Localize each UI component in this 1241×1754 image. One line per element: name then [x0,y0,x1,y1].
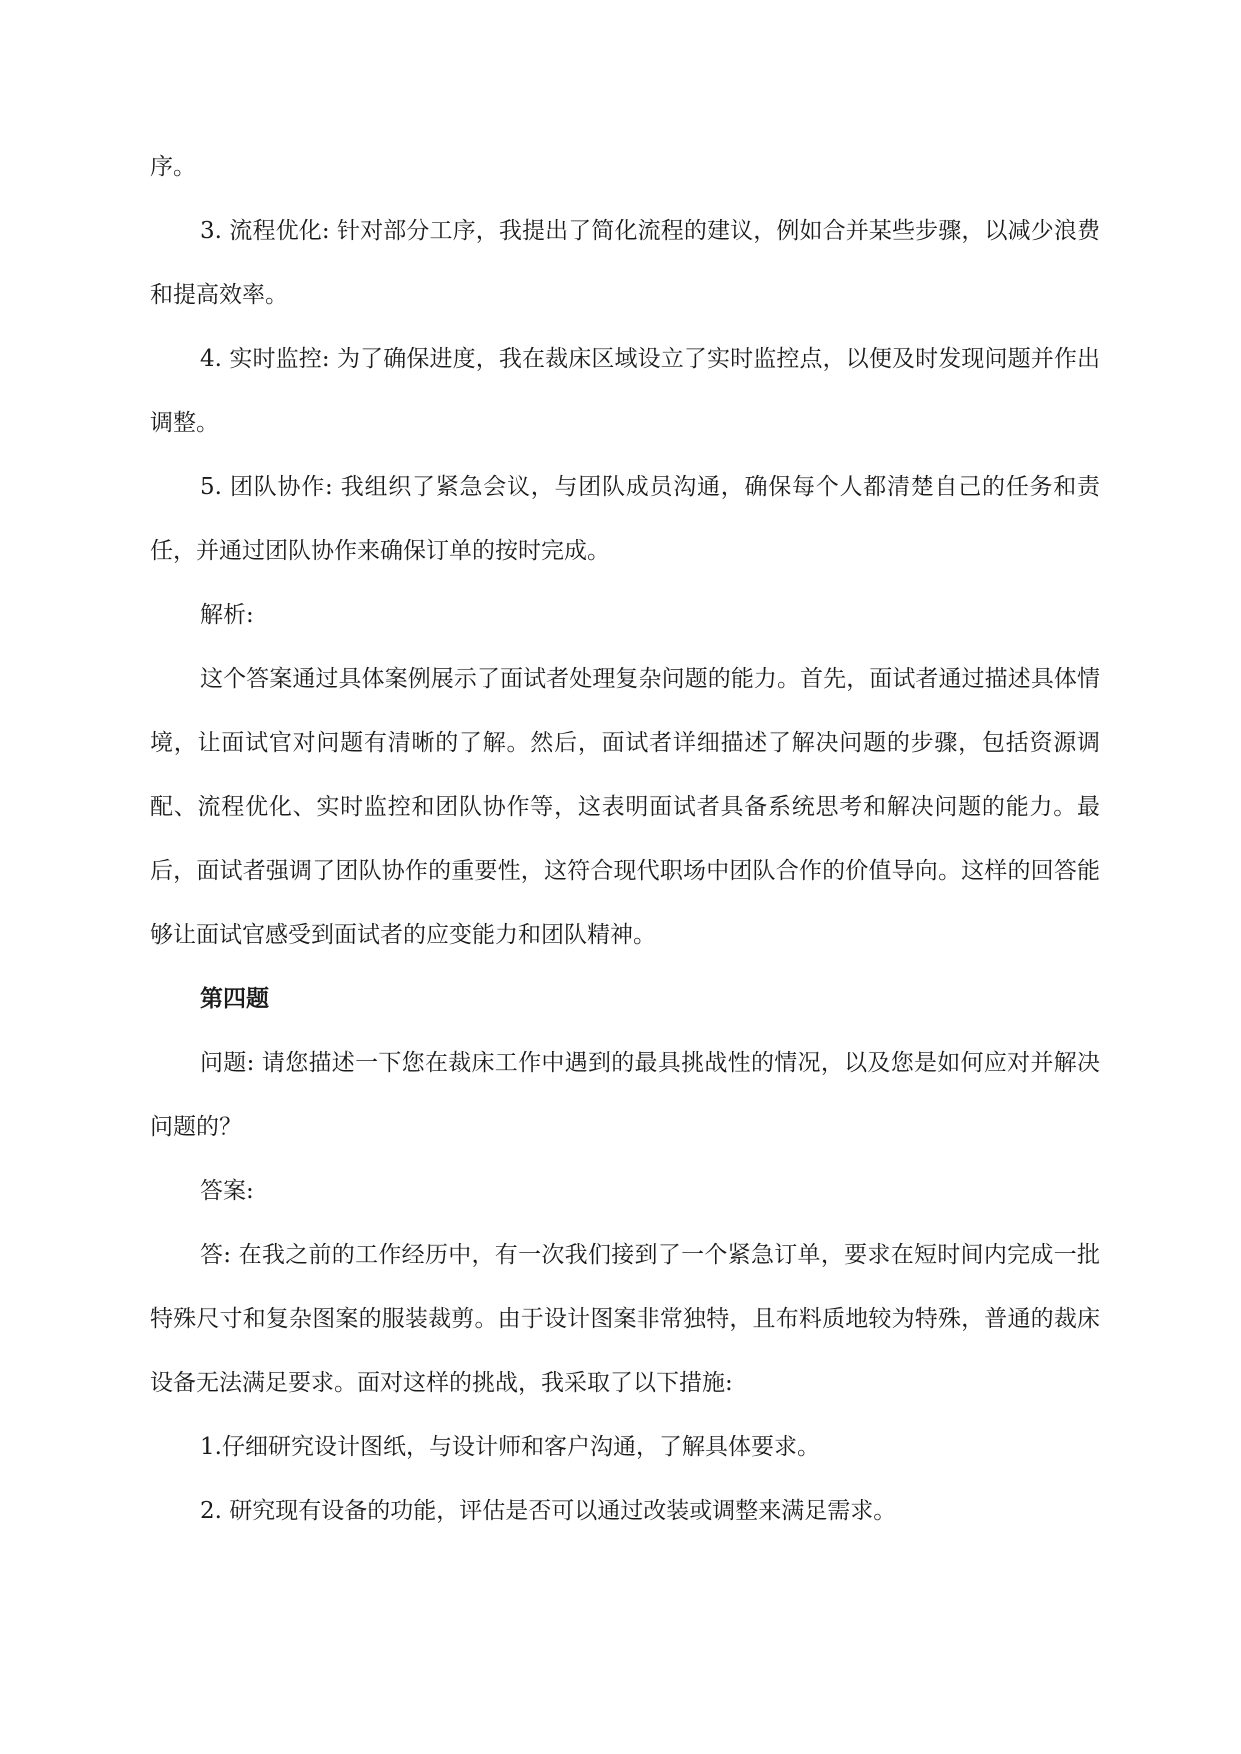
answer-step-1: 1.仔细研究设计图纸，与设计师和客户沟通，了解具体要求。 [200,1434,820,1460]
paragraph-team-collaboration: 5. 团队协作: 我组织了紧急会议，与团队成员沟通，确保每个人都清楚自己的任务和责任，并通过团队协作来确保订单的按时完成。 [150,474,1100,564]
answer-step-2: 2. 研究现有设备的功能，评估是否可以通过改装或调整来满足需求。 [200,1498,897,1524]
answer-label: 答案: [200,1178,254,1204]
document-page [150,135,1100,1543]
paragraph-continuation: 序。 [150,154,196,180]
question-paragraph: 问题: 请您描述一下您在裁床工作中遇到的最具挑战性的情况，以及您是如何应对并解决问题的？ [150,1050,1100,1140]
paragraph-process-optimization: 3. 流程优化: 针对部分工序，我提出了简化流程的建议，例如合并某些步骤，以减少浪费和提高效率。 [150,218,1100,308]
paragraph-realtime-monitoring: 4. 实时监控: 为了确保进度，我在裁床区域设立了实时监控点，以便及时发现问题并作出调整。 [150,346,1100,436]
answer-paragraph: 答: 在我之前的工作经历中，有一次我们接到了一个紧急订单，要求在短时间内完成一批特殊尺寸和复杂图案的服装裁剪。由于设计图案非常独特，且布料质地较为特殊，普通的裁床设备无法满足要求。面对这样的挑战，我采取了以下措施: [150,1242,1100,1396]
question-heading: 第四题 [200,985,269,1012]
analysis-paragraph: 这个答案通过具体案例展示了面试者处理复杂问题的能力。首先，面试者通过描述具体情境，让面试官对问题有清晰的了解。然后，面试者详细描述了解决问题的步骤，包括资源调配、流程优化、实时监控和团队协作等，这表明面试者具备系统思考和解决问题的能力。最后，面试者强调了团队协作的重要性，这符合现代职场中团队合作的价值导向。这样的回答能够让面试官感受到面试者的应变能力和团队精神。 [150,666,1100,948]
analysis-label: 解析: [200,602,254,628]
